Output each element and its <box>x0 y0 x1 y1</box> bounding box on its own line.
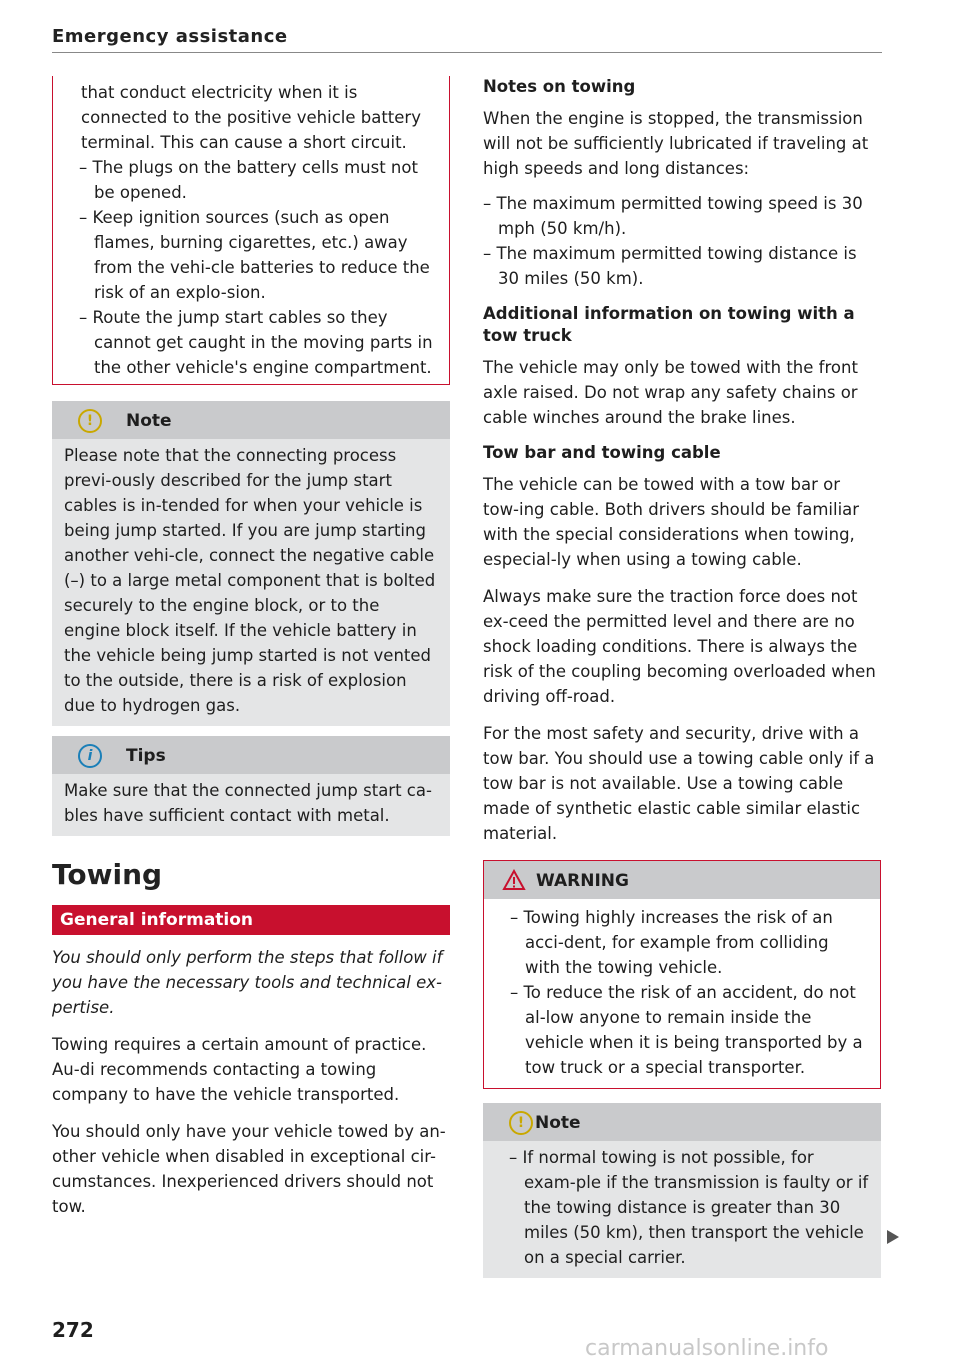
list-item: – Route the jump start cables so they cannot get caught in the moving parts in the other vehicle's engine compartment. <box>79 308 433 377</box>
note-box <box>52 401 450 726</box>
warning-label: WARNING <box>536 871 629 891</box>
note-list <box>509 1145 869 1270</box>
warning-continuation-box <box>52 76 450 385</box>
list-item: – The maximum permitted towing speed is 30 mph (50 km/h). <box>483 194 863 238</box>
exclamation-circle-icon: ! <box>509 1111 533 1135</box>
note-text: Please note that the connecting process previ-ously described for the jump start cables is in-tended for when your vehicle is being jump started. If you are jump starting another vehi-cle, connect the negative cable (–) to a large metal component that is bolted securely to the engine block, or to the engine block itself. If the vehicle battery in the vehicle being jump started is not vented to the outside, there is a risk of explosion due to hydrogen gas. <box>64 446 436 715</box>
note-body <box>483 1141 881 1278</box>
tips-header <box>52 736 450 774</box>
page-number: 272 <box>52 1318 94 1342</box>
warning-header <box>484 861 880 899</box>
tips-box <box>52 736 450 836</box>
notes-on-towing-heading: Notes on towing <box>483 77 636 96</box>
paragraph: The vehicle can be towed with a tow bar or tow-ing cable. Both drivers should be familiar with the special considerations when towing, especial-ly when using a towing cable. <box>483 475 860 569</box>
list-item: – If normal towing is not possible, for exam-ple if the transmission is faulty or if the towing distance is greater than 30 miles (50 km), then transport the vehicle on a special carrier. <box>509 1148 869 1267</box>
warning-continuation-list <box>79 155 433 380</box>
subsection-bar: General information <box>52 905 450 935</box>
note-label: Note <box>535 1113 581 1133</box>
towing-limits-list <box>483 191 881 291</box>
note-box-right <box>483 1103 881 1278</box>
note-body <box>52 439 450 726</box>
section-title: Towing <box>52 858 163 891</box>
warning-list <box>510 905 866 1080</box>
left-column <box>52 76 450 1219</box>
additional-info-heading: Additional information on towing with a tow truck <box>483 304 855 345</box>
warning-triangle-icon <box>502 869 526 891</box>
list-item: – The maximum permitted towing distance is 30 miles (50 km). <box>483 244 857 288</box>
paragraph: Always make sure the traction force does not ex-ceed the permitted level and there are no shock loading conditions. There is always the risk of the coupling becoming overloaded when driving off-road. <box>483 587 876 706</box>
tips-label: Tips <box>126 746 166 766</box>
page-header-title: Emergency assistance <box>52 26 288 47</box>
section-intro: You should only perform the steps that follow if you have the necessary tools and technical ex-pertise. <box>52 948 443 1017</box>
paragraph: The vehicle may only be towed with the front axle raised. Do not wrap any safety chains or cable winches around the brake lines. <box>483 358 858 427</box>
paragraph: You should only have your vehicle towed by an-other vehicle when disabled in exceptional cir-cumstances. Inexperienced drivers should not tow. <box>52 1122 446 1216</box>
warning-continuation-lead: that conduct electricity when it is connected to the positive vehicle battery terminal. This can cause a short circuit. <box>81 83 421 152</box>
paragraph: Towing requires a certain amount of practice. Au-di recommends contacting a towing company to have the vehicle transported. <box>52 1035 427 1104</box>
list-item: – The plugs on the battery cells must not be opened. <box>79 158 418 202</box>
paragraph: When the engine is stopped, the transmission will not be sufficiently lubricated if traveling at high speeds and long distances: <box>483 109 869 178</box>
tips-text: Make sure that the connected jump start ca-bles have sufficient contact with metal. <box>64 781 432 825</box>
exclamation-circle-icon: ! <box>78 409 102 433</box>
warning-body <box>484 899 880 1088</box>
continue-arrow-icon <box>887 1230 899 1244</box>
list-item: – Keep ignition sources (such as open flames, burning cigarettes, etc.) away from the vehi-cle batteries to reduce the risk of an explo-sion. <box>79 208 430 302</box>
warning-box <box>483 860 881 1089</box>
watermark: carmanualsonline.info <box>585 1336 829 1361</box>
note-header <box>483 1103 881 1141</box>
tips-body <box>52 774 450 836</box>
list-item: – Towing highly increases the risk of an acci-dent, for example from colliding with the towing vehicle. <box>510 908 833 977</box>
header-divider <box>52 52 882 53</box>
right-column <box>483 76 881 1278</box>
info-circle-icon: i <box>78 744 102 768</box>
note-header <box>52 401 450 439</box>
paragraph: For the most safety and security, drive with a tow bar. You should use a towing cable only if a tow bar is not available. Use a towing cable made of synthetic elastic cable similar elastic material. <box>483 724 875 843</box>
tow-bar-heading: Tow bar and towing cable <box>483 443 721 462</box>
list-item: – To reduce the risk of an accident, do not al-low anyone to remain inside the vehicle when it is being transported by a tow truck or a special transporter. <box>510 983 863 1077</box>
note-label: Note <box>126 411 172 431</box>
